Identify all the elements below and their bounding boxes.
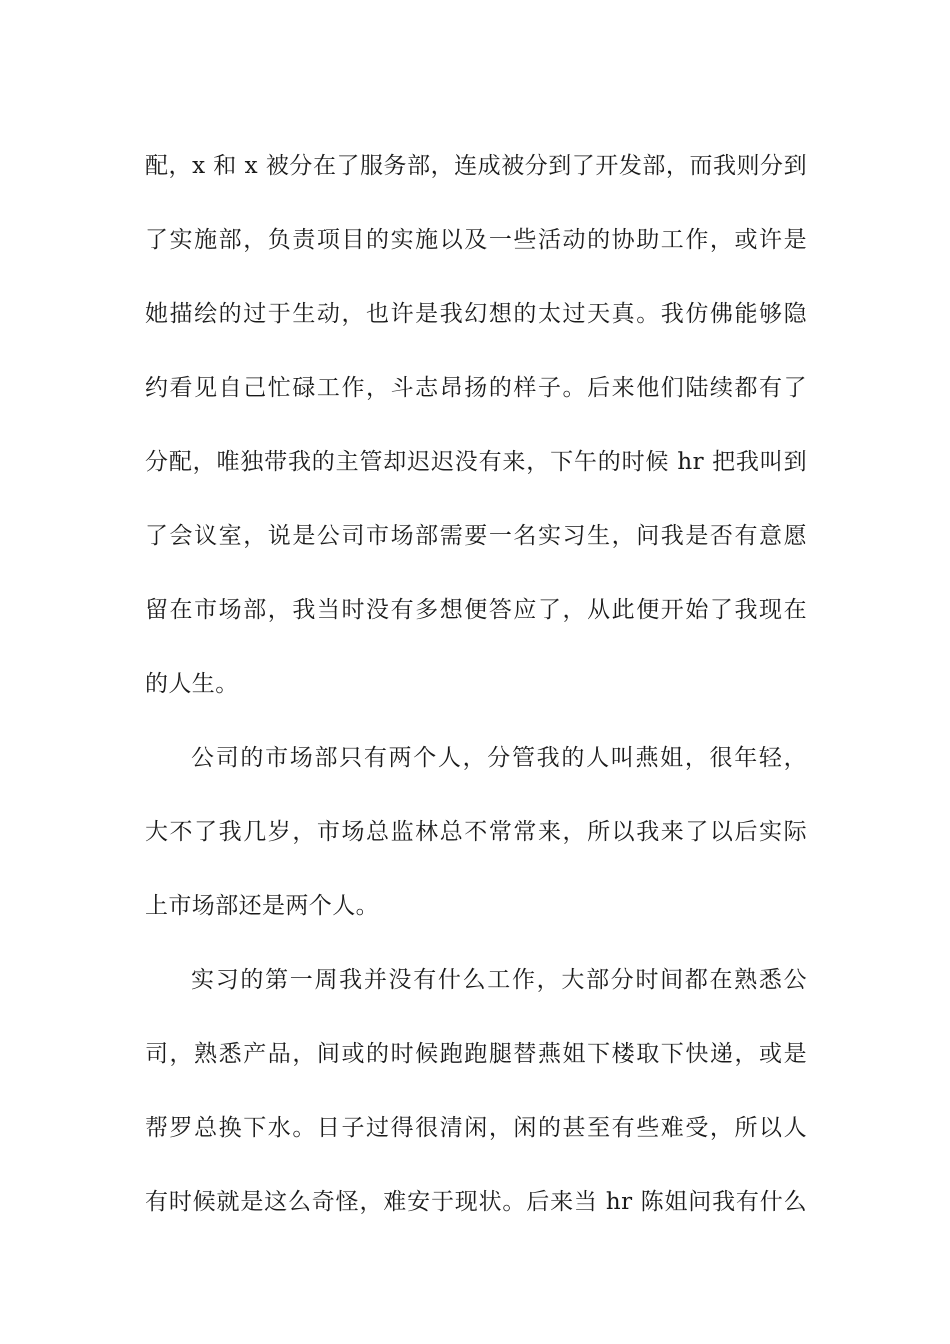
text-line: 的人生。 xyxy=(145,671,239,697)
text-line: 有时候就是这么奇怪，难安于现状。后来当 hr 陈姐问我有什么 xyxy=(145,1189,807,1215)
text-line: 帮罗总换下水。日子过得很清闲，闲的甚至有些难受，所以人 xyxy=(145,1115,807,1141)
text-line: 了实施部，负责项目的实施以及一些活动的协助工作，或许是 xyxy=(145,227,807,253)
text-line: 上市场部还是两个人。 xyxy=(145,893,379,919)
paragraph-2 xyxy=(145,721,807,943)
paragraph-3 xyxy=(145,943,807,1239)
text-line: 留在市场部，我当时没有多想便答应了，从此便开始了我现在 xyxy=(145,597,807,623)
text-line: 公司的市场部只有两个人，分管我的人叫燕姐，很年轻， xyxy=(191,745,807,771)
text-line: 分配，唯独带我的主管却迟迟没有来，下午的时候 hr 把我叫到 xyxy=(145,449,807,475)
text-line: 了会议室，说是公司市场部需要一名实习生，问我是否有意愿 xyxy=(145,523,807,549)
text-line: 实习的第一周我并没有什么工作，大部分时间都在熟悉公 xyxy=(191,967,807,993)
text-line: 司，熟悉产品，间或的时候跑跑腿替燕姐下楼取下快递，或是 xyxy=(145,1041,807,1067)
paragraph-1 xyxy=(145,129,807,721)
text-line: 大不了我几岁，市场总监林总不常常来，所以我来了以后实际 xyxy=(145,819,807,845)
text-line: 她描绘的过于生动，也许是我幻想的太过天真。我仿佛能够隐 xyxy=(145,301,807,327)
text-line: 约看见自己忙碌工作，斗志昂扬的样子。后来他们陆续都有了 xyxy=(145,375,807,401)
document-body xyxy=(145,129,807,1239)
text-line: 配，x 和 x 被分在了服务部，连成被分到了开发部，而我则分到 xyxy=(145,153,807,179)
